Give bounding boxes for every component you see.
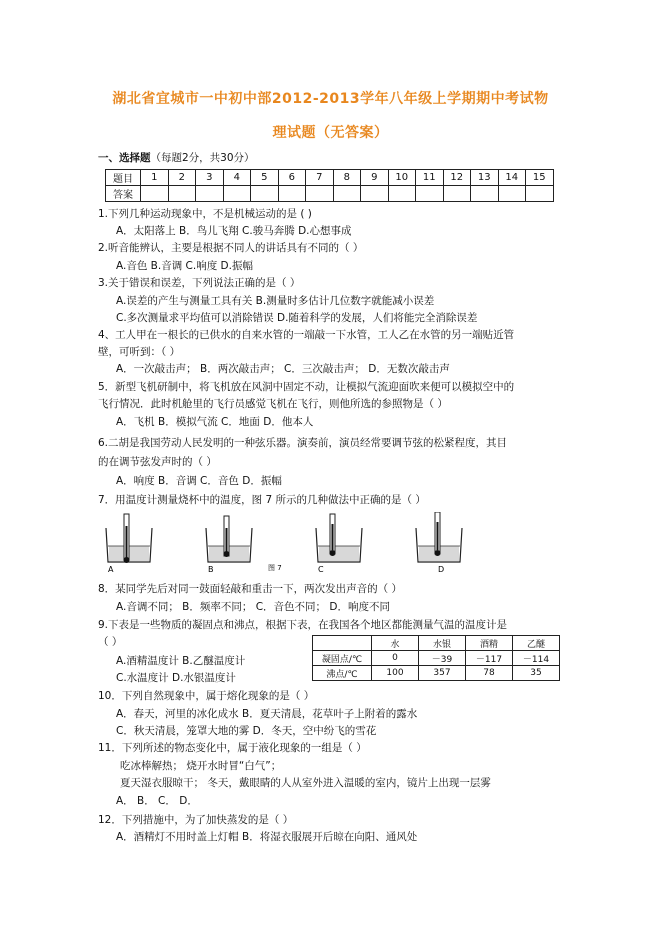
question-4-options: A．一次敲击声； B．两次敲击声； C．三次敲击声； D．无数次敲击声 (116, 363, 450, 375)
question-number: 12 (443, 170, 471, 186)
question-9: 9.下表是一些物质的凝固点和沸点，根据下表，在我国各个地区都能测量气温的温度计是 (98, 619, 508, 631)
question-3-options-cd: C.多次测量求平均值可以消除错误 D.随着科学的发展，人们将能完全消除误差 (116, 312, 478, 324)
answer-cell[interactable] (333, 186, 361, 202)
question-5: 5．新型飞机研制中，将飞机放在风洞中固定不动，让模拟气流迎面吹来便可以模拟空中的 (98, 381, 515, 393)
question-6-cont: 的在调节弦发声时的（ ） (98, 456, 217, 468)
question-6: 6.二胡是我国劳动人民发明的一种弦乐器。演奏前，演员经常要调节弦的松紧程度，其目 (98, 437, 508, 449)
question-number: 13 (471, 170, 499, 186)
question-10: 10．下列自然现象中，属于熔化现象的是（ ） (98, 690, 315, 702)
question-number: 14 (498, 170, 526, 186)
question-5-cont: 飞行情况．此时机舱里的飞行员感觉飞机在飞行，则他所选的参照物是（ ） (98, 398, 448, 410)
figure-label-a: A (108, 565, 114, 574)
question-3: 3.关于错误和误差，下列说法正确的是（ ） (98, 277, 301, 289)
figure-7-option-c (316, 514, 362, 574)
points-row-label: 凝固点/℃ (313, 651, 372, 666)
figure-label-b: B (208, 565, 214, 574)
question-8: 8．某同学先后对同一鼓面轻敲和重击一下，两次发出声音的（ ） (98, 583, 403, 595)
figure-7-option-d (416, 512, 462, 574)
section-note: （每题2分，共30分） (150, 152, 255, 164)
question-1: 1.下列几种运动现象中，不是机械运动的是 ( ) (98, 208, 312, 220)
question-9-options-ab: A.酒精温度计 B.乙醚温度计 (116, 655, 246, 667)
exam-title-line1: 湖北省宜城市一中初中部2012-2013学年八年级上学期期中考试物 (112, 91, 549, 107)
question-9-options-cd: C.水温度计 D.水银温度计 (116, 672, 236, 684)
exam-title-line2: 理试题（无答案） (272, 125, 389, 141)
points-cell: 357 (419, 666, 466, 681)
figure-7-thermometers (100, 512, 480, 574)
points-header-blank (313, 636, 372, 651)
answer-cell[interactable] (168, 186, 196, 202)
question-10-options-cd: C．秋天清晨，笼罩大地的雾 D．冬天，空中纷飞的雪花 (116, 725, 377, 737)
question-9-cont: （ ） (98, 636, 123, 648)
points-table-row (313, 651, 560, 666)
question-12: 12．下列措施中，为了加快蒸发的是（ ） (98, 814, 294, 826)
question-3-options-ab: A.误差的产生与测量工具有关 B.测量时多估计几位数字就能减小误差 (116, 295, 435, 307)
points-cell: 78 (466, 666, 513, 681)
question-number: 2 (168, 170, 196, 186)
figure-caption: 图 7 (268, 564, 282, 572)
points-row-label: 沸点/℃ (313, 666, 372, 681)
points-header: 水银 (419, 636, 466, 651)
question-11-item-34: 夏天湿衣服晾干； 冬天，戴眼睛的人从室外进入温暖的室内，镜片上出现一层雾 (120, 777, 491, 789)
question-number: 8 (333, 170, 361, 186)
answer-cell[interactable] (251, 186, 279, 202)
points-header: 乙醚 (513, 636, 560, 651)
question-number: 6 (278, 170, 306, 186)
question-number: 15 (526, 170, 554, 186)
question-number: 4 (223, 170, 251, 186)
question-10-options-ab: A．春天，河里的冰化成水 B．夏天清晨，花草叶子上附着的露水 (116, 708, 418, 720)
points-header: 水 (372, 636, 419, 651)
points-table-row (313, 666, 560, 681)
question-number: 11 (416, 170, 444, 186)
question-7: 7．用温度计测量烧杯中的温度，图 7 所示的几种做法中正确的是（ ） (98, 494, 426, 506)
question-2: 2.听音能辨认，主要是根据不同人的讲话具有不同的（ ） (98, 242, 364, 254)
question-1-options: A．太阳落上 B．鸟儿飞翔 C.骏马奔腾 D.心想事成 (116, 225, 352, 237)
question-8-options: A.音调不同； B．频率不同； C．音色不同； D．响度不同 (116, 601, 390, 613)
figure-label-d: D (438, 565, 445, 574)
question-11-item-12: 吃冰棒解热； 烧开水时冒“白气”； (120, 760, 282, 772)
question-number: 7 (306, 170, 334, 186)
answer-cell[interactable] (498, 186, 526, 202)
answer-table-number-row (106, 170, 554, 186)
question-6-options: A．响度 B．音调 C．音色 D．振幅 (116, 475, 282, 487)
points-header: 酒精 (466, 636, 513, 651)
figure-7-option-a (106, 514, 152, 574)
figure-label-c: C (318, 565, 324, 574)
answer-cell[interactable] (388, 186, 416, 202)
question-4: 4、工人甲在一根长的已供水的自来水管的一端敲一下水管，工人乙在水管的另一端贴近管 (98, 329, 515, 341)
question-number: 5 (251, 170, 279, 186)
points-cell: －39 (419, 651, 466, 666)
question-11-options: A． B． C． D． (116, 795, 198, 807)
answer-cell[interactable] (278, 186, 306, 202)
question-number: 9 (361, 170, 389, 186)
answer-cell[interactable] (223, 186, 251, 202)
answer-table-answer-row (106, 186, 554, 202)
question-2-options: A.音色 B.音调 C.响度 D.振幅 (116, 260, 253, 272)
melting-boiling-table (312, 635, 560, 681)
question-5-options: A．飞机 B．模拟气流 C．地面 D．他本人 (116, 416, 314, 428)
points-table-header-row (313, 636, 560, 651)
answer-cell[interactable] (471, 186, 499, 202)
question-number: 1 (141, 170, 169, 186)
points-cell: 100 (372, 666, 419, 681)
answer-cell[interactable] (526, 186, 554, 202)
section-label: 一、选择题 (98, 152, 151, 164)
question-number: 10 (388, 170, 416, 186)
answer-cell[interactable] (443, 186, 471, 202)
figure-7-option-b (206, 516, 252, 574)
points-cell: －117 (466, 651, 513, 666)
answer-cell[interactable] (196, 186, 224, 202)
answer-cell[interactable] (416, 186, 444, 202)
answer-cell[interactable] (361, 186, 389, 202)
answer-table (105, 169, 554, 202)
points-cell: －114 (513, 651, 560, 666)
question-12-options: A．酒精灯不用时盖上灯帽 B．将湿衣服展开后晾在向阳、通风处 (116, 831, 418, 843)
section-heading (98, 150, 255, 166)
question-number: 3 (196, 170, 224, 186)
question-11: 11．下列所述的物态变化中，属于液化现象的一组是（ ） (98, 742, 367, 754)
answer-cell[interactable] (141, 186, 169, 202)
answer-cell[interactable] (306, 186, 334, 202)
points-cell: 0 (372, 651, 419, 666)
points-cell: 35 (513, 666, 560, 681)
question-4-cont: 壁，可听到：（ ） (98, 346, 181, 358)
answer-row-header: 答案 (106, 186, 141, 202)
answer-table-header: 题目 (106, 170, 141, 186)
